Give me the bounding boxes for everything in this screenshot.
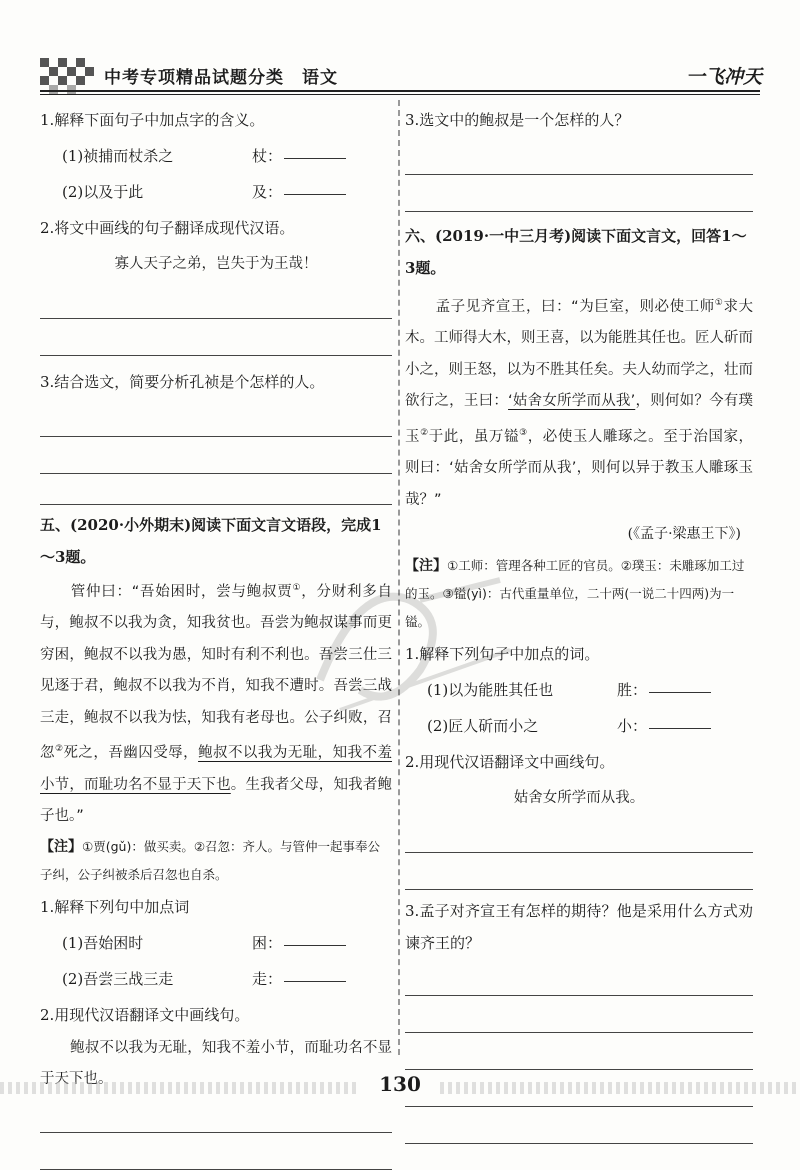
section-6-q2-sentence: 姑舍女所学而从我。 (513, 790, 645, 807)
answer-line[interactable] (40, 474, 392, 505)
section-6-note: 【注】①工师：管理各种工匠的官员。②璞玉：未雕琢加工过的玉。③镒(yì)：古代重量单位，二十两(一说二十四两)为一镒。 (405, 558, 745, 630)
right-column (405, 102, 753, 1144)
section-5-note: 【注】①贾(gǔ)：做买卖。②召忽：齐人。与管仲一起事奉公子纠，公子纠被杀后召忽也自杀。 (40, 838, 381, 882)
section-5-q1-item (40, 925, 392, 961)
answer-line[interactable] (405, 1107, 753, 1144)
answer-line[interactable] (40, 1096, 392, 1133)
section-5-q2-sentence: 鲍叔不以我为无耻，知我不羞小节，而耻功名不显于天下也。 (40, 1039, 392, 1088)
item-text: (2)匠人斫而小之 (427, 717, 539, 736)
left-column (40, 102, 392, 1170)
answer-line[interactable] (40, 282, 392, 319)
section-5-title: 五、(2020·小外期末)阅读下面文言文语段，完成1～3题。 (40, 516, 382, 566)
section-5-q1-stem: 1.解释下列句中加点词 (40, 897, 190, 916)
answer-line[interactable] (405, 175, 753, 212)
answer-line[interactable] (405, 1033, 753, 1070)
item-label: 及： (252, 183, 283, 201)
question-1-stem: 1.解释下面句子中加点字的含义。 (40, 111, 265, 129)
section-5-passage: 管仲曰：“吾始困时，尝与鲍叔贾①，分财利多自与，鲍叔不以我为贪，知我贫也。吾尝为鲍叔谋事而更穷困，鲍叔不以我为愚，知时有利不利也。吾尝三仕三见逐于君，鲍叔不以我为不肖，知我不遭时。吾尝三战三走，鲍叔不以我为怯，知我有老母也。公子纠败，召忽②死之，吾幽囚受辱，鲍叔不以我为无耻，知我不羞小节，而耻功名不显于天下也。生我者父母，知我者鲍子也。” (40, 583, 393, 825)
section-6-q3-stem: 3.孟子对齐宣王有怎样的期待？他是采用什么方式劝谏齐王的？ (405, 902, 753, 952)
question-3-stem-right: 3.选文中的鲍叔是一个怎样的人？ (405, 111, 630, 129)
item-label: 杖： (252, 147, 283, 165)
answer-line[interactable] (40, 400, 392, 437)
question-3-stem: 3.结合选文，简要分析孔祯是个怎样的人。 (40, 373, 325, 391)
answer-blank[interactable] (284, 925, 346, 946)
item-text: (1)吾始困时 (62, 933, 144, 952)
item-text: (1)祯捕而杖杀之 (62, 147, 174, 165)
section-6-q1-item (405, 708, 753, 744)
section-6-source: (《孟子·梁惠王下》) (627, 526, 741, 543)
item-label: 困： (252, 933, 283, 952)
page-header (0, 0, 800, 100)
question-2-sentence: 寡人天子之弟，岂失于为王哉！ (114, 256, 318, 272)
header-title: 中考专项精品试题分类 语文 (104, 68, 338, 88)
answer-blank[interactable] (284, 961, 346, 982)
answer-blank[interactable] (284, 138, 346, 159)
item-label: 小： (617, 717, 648, 736)
section-6-q1-item (405, 672, 753, 708)
question-2-stem: 2.将文中画线的句子翻译成现代汉语。 (40, 219, 295, 237)
item-text: (1)以为能胜其任也 (427, 681, 554, 700)
underlined-sentence: 鲍叔不以我为无耻，知我不羞小节，而耻功名不显于天下也 (40, 745, 392, 793)
answer-line[interactable] (405, 853, 753, 890)
section-5-q2-stem: 2.用现代汉语翻译文中画线句。 (40, 1005, 250, 1024)
answer-line[interactable] (40, 1133, 392, 1170)
answer-line[interactable] (405, 138, 753, 175)
section-6-title: 六、(2019·一中三月考)阅读下面文言文，回答1～3题。 (405, 227, 747, 277)
answer-blank[interactable] (649, 672, 711, 693)
answer-line[interactable] (405, 816, 753, 853)
answer-line[interactable] (405, 996, 753, 1033)
section-6-passage: 孟子见齐宣王，曰：“为巨室，则必使工师①求大木。工师得大木，则王喜，以为能胜其任也。匠人斫而小之，则王怒，以为不胜其任矣。夫人幼而学之，壮而欲行之，王曰：‘姑舍女所学而从我’，则何如？今有璞玉②于此，虽万镒③，必使玉人雕琢之。至于治国家，则曰：‘姑舍女所学而从我’，则何以异于教玉人雕琢玉哉？” (405, 298, 754, 508)
question-1-item (40, 138, 392, 174)
section-6-q2-stem: 2.用现代汉语翻译文中画线句。 (405, 753, 615, 772)
answer-blank[interactable] (649, 708, 711, 729)
brand-logo: 一飞冲天 (685, 66, 762, 88)
answer-line[interactable] (40, 319, 392, 356)
question-1-item (40, 174, 392, 210)
section-5-q1-item (40, 961, 392, 997)
page-number: 130 (360, 1072, 440, 1096)
header-subject: 语文 (302, 68, 338, 88)
answer-blank[interactable] (284, 174, 346, 195)
item-text: (2)以及于此 (62, 183, 144, 201)
item-label: 胜： (617, 681, 648, 700)
section-6-q1-stem: 1.解释下列句子中加点的词。 (405, 645, 600, 664)
header-rule (40, 90, 760, 92)
underlined-sentence: ‘姑舍女所学而从我’ (508, 393, 636, 410)
answer-line[interactable] (40, 437, 392, 474)
item-text: (2)吾尝三战三走 (62, 969, 174, 988)
answer-line[interactable] (405, 959, 753, 996)
item-label: 走： (252, 969, 283, 988)
header-rule-thin (40, 94, 760, 95)
